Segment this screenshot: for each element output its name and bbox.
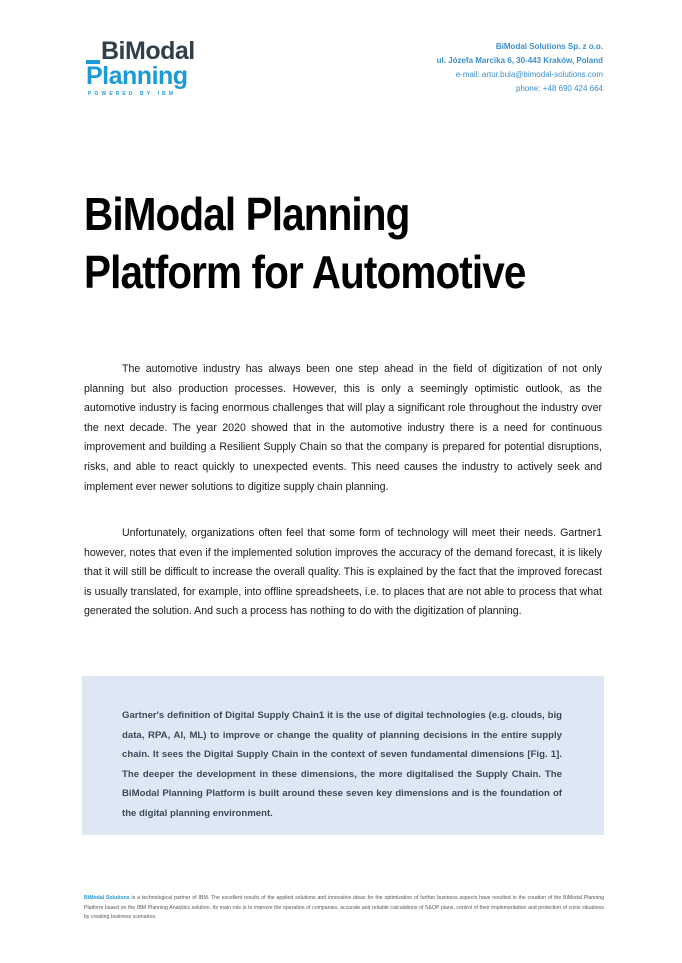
company-address: ul. Józefa Marcika 6, 30-443 Kraków, Poland [436, 56, 603, 65]
logo-line-planning: Planning [86, 62, 188, 90]
document-title [84, 185, 526, 301]
callout-text: Gartner's definition of Digital Supply Chain1 it is the use of digital technologies (e.g. clouds, big data, RPA, AI, ML) to improve or change the quality of planning decisions in the entire supply chain. It sees the Digital Supply Chain in the context of seven fundamental dimensions [Fig. 1]. The deeper the development in these dimensions, the more digitalised the Supply Chain. The BiModal Planning Platform is built around these seven key dimensions and is the foundation of the digital planning environment. [122, 710, 562, 819]
footer-brand: BiModal Solutions [84, 895, 130, 901]
contact-phone: phone: +48 690 424 664 [516, 84, 603, 93]
logo-tagline: POWERED BY IBM [88, 91, 177, 97]
title-line-2: Platform for Automotive [84, 246, 526, 298]
company-name: BiModal Solutions Sp. z o.o. [495, 42, 603, 51]
footer-note [84, 894, 604, 923]
company-logo [86, 37, 226, 99]
contact-email: e-mail: artur.bula@bimodal-solutions.com [455, 70, 603, 79]
contact-block [437, 40, 603, 96]
body-paragraph-1 [84, 360, 602, 497]
definition-callout-box [82, 676, 604, 835]
logo-line-bimodal: BiModal [101, 37, 195, 65]
body-paragraph-2 [84, 524, 602, 622]
paragraph-text: Unfortunately, organizations often feel that some form of technology will meet their needs. Gartner1 however, notes that even if the implemented solution improves the accuracy of the demand forecast, it is likely that it will still be difficult to increase the overall quality. This is explained by the fact that the improved forecast is usually translated, for example, into offline spreadsheets, i.e. to places that are not able to process that what generated the solution. And such a process has nothing to do with the digitization of planning. [84, 527, 602, 618]
footer-text: is a technological partner of IBM. The excellent results of the applied solutions and innovative ideas for the optimization of further business aspects have resulted in the creation of the BiModal Planning Platform based on the IBM Planning Analytics solution. Its main role is to improve the operation of companies, accurate and reliable calculations of S&OP plans, control of their implementation and protection of crisis situations by creating business scenarios. [84, 895, 604, 920]
title-line-1: BiModal Planning [84, 188, 410, 240]
paragraph-text: The automotive industry has always been one step ahead in the field of digitization of not only planning but also production processes. However, this is only a seemingly optimistic outlook, as the automotive industry is facing enormous challenges that will play a significant role throughout the industry over the next decade. The year 2020 showed that in the automotive industry there is a need for continuous improvement and building a Resilient Supply Chain so that the company is prepared for potential disruptions, risks, and able to react quickly to unexpected events. This need causes the industry to actively seek and implement ever newer solutions to digitize supply chain planning. [84, 363, 602, 493]
